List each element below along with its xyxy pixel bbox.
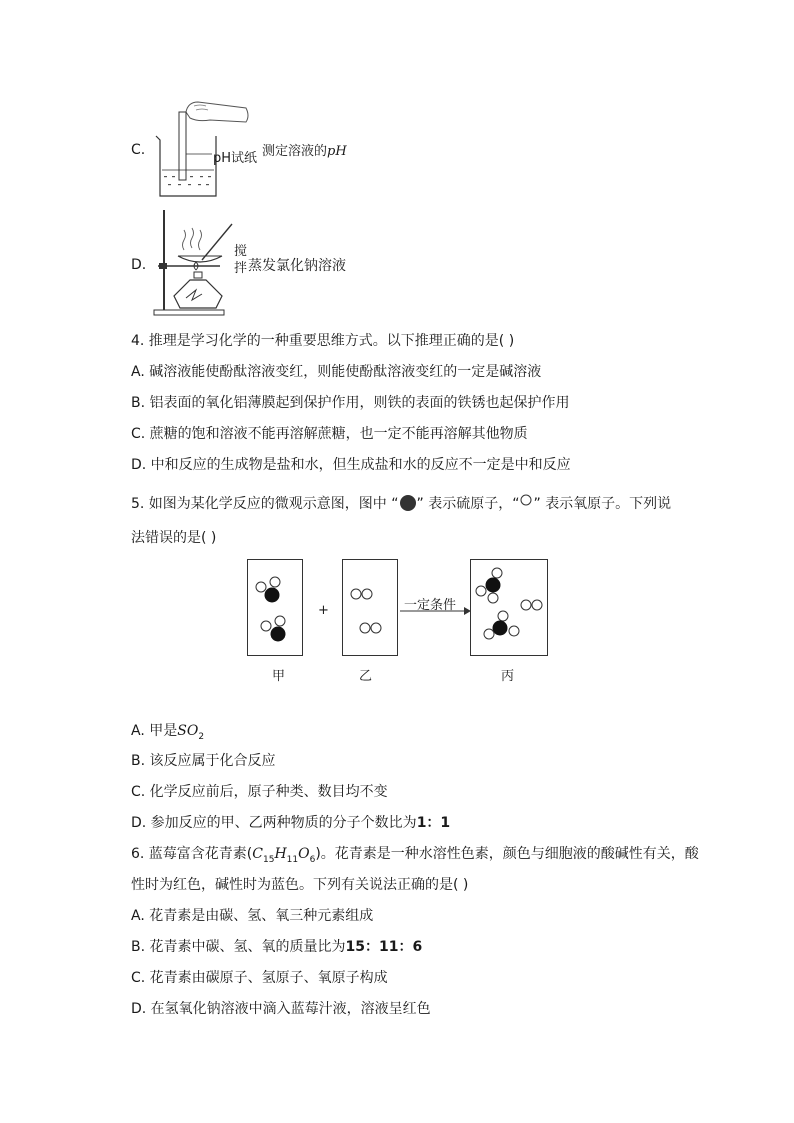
evaporation-illustration [150,206,240,318]
option-a: A. 花青素是由碳、氢、氧三种元素组成 [131,908,374,924]
option-c: C. 化学反应前后，原子种类、数目均不变 [131,784,388,800]
option-letter: D. [131,257,147,273]
option-c: C. 蔗糖的饱和溶液不能再溶解蔗糖，也一定不能再溶解其他物质 [131,426,528,442]
box-yi [342,559,398,656]
molecules-bing [471,560,547,655]
option-a: A. 甲是$SO_2$ [131,723,205,742]
question-stem: 6. 蓝莓富含花青素$(C_{15}H_{11}O_6)$。花青素是一种水溶性色素，颜色与细胞液的酸碱性有关，酸 [131,846,699,865]
box-jia [247,559,303,656]
option-c: C. 花青素由碳原子、氢原子、氧原子构成 [131,970,388,986]
molecules-jia [248,560,302,655]
sulfur-atom-icon [399,494,417,512]
reaction-condition: 一定条件 [404,598,457,613]
box-bing [470,559,548,656]
option-b: B. 花青素中碳、氢、氧的质量比为15：11：6 [131,939,423,955]
ph-paper-label: pH试纸 [213,151,258,166]
molecules-yi [343,560,397,655]
stir-label-1: 搅 [234,244,248,259]
option-d: D. 参加反应的甲、乙两种物质的分子个数比为1：1 [131,815,451,831]
option-d: D. 中和反应的生成物是盐和水，但生成盐和水的反应不一定是中和反应 [131,457,571,473]
question-stem: 5. 如图为某化学反应的微观示意图，图中 “ ” 表示硫原子，“ ” 表示氧原子。下列说 [131,493,671,513]
label-yi: 乙 [359,669,373,684]
question-stem-line2: 性时为红色，碱性时为蓝色。下列有关说法正确的是( ) [131,877,469,893]
option-a: A. 碱溶液能使酚酞溶液变红，则能使酚酞溶液变红的一定是碱溶液 [131,364,542,380]
reaction-arrow-icon [398,605,472,617]
label-bing: 丙 [501,669,515,684]
question-stem-line2: 法错误的是( ) [131,530,217,546]
option-b: B. 铝表面的氧化铝薄膜起到保护作用，则铁的表面的铁锈也起保护作用 [131,395,570,411]
oxygen-atom-icon [519,493,533,507]
label-jia: 甲 [272,669,286,684]
plus-sign: + [318,603,329,618]
option-letter: C. [131,142,146,158]
measure-ph-caption: 测定溶液的pH [262,144,347,159]
stir-label-2: 拌 [234,261,248,276]
question-stem: 4. 推理是学习化学的一种重要思维方式。以下推理正确的是( ) [131,333,515,349]
option-d: D. 在氢氧化钠溶液中滴入蓝莓汁液，溶液呈红色 [131,1001,431,1017]
evaporate-caption: 蒸发氯化钠溶液 [248,258,346,274]
option-b: B. 该反应属于化合反应 [131,753,276,769]
